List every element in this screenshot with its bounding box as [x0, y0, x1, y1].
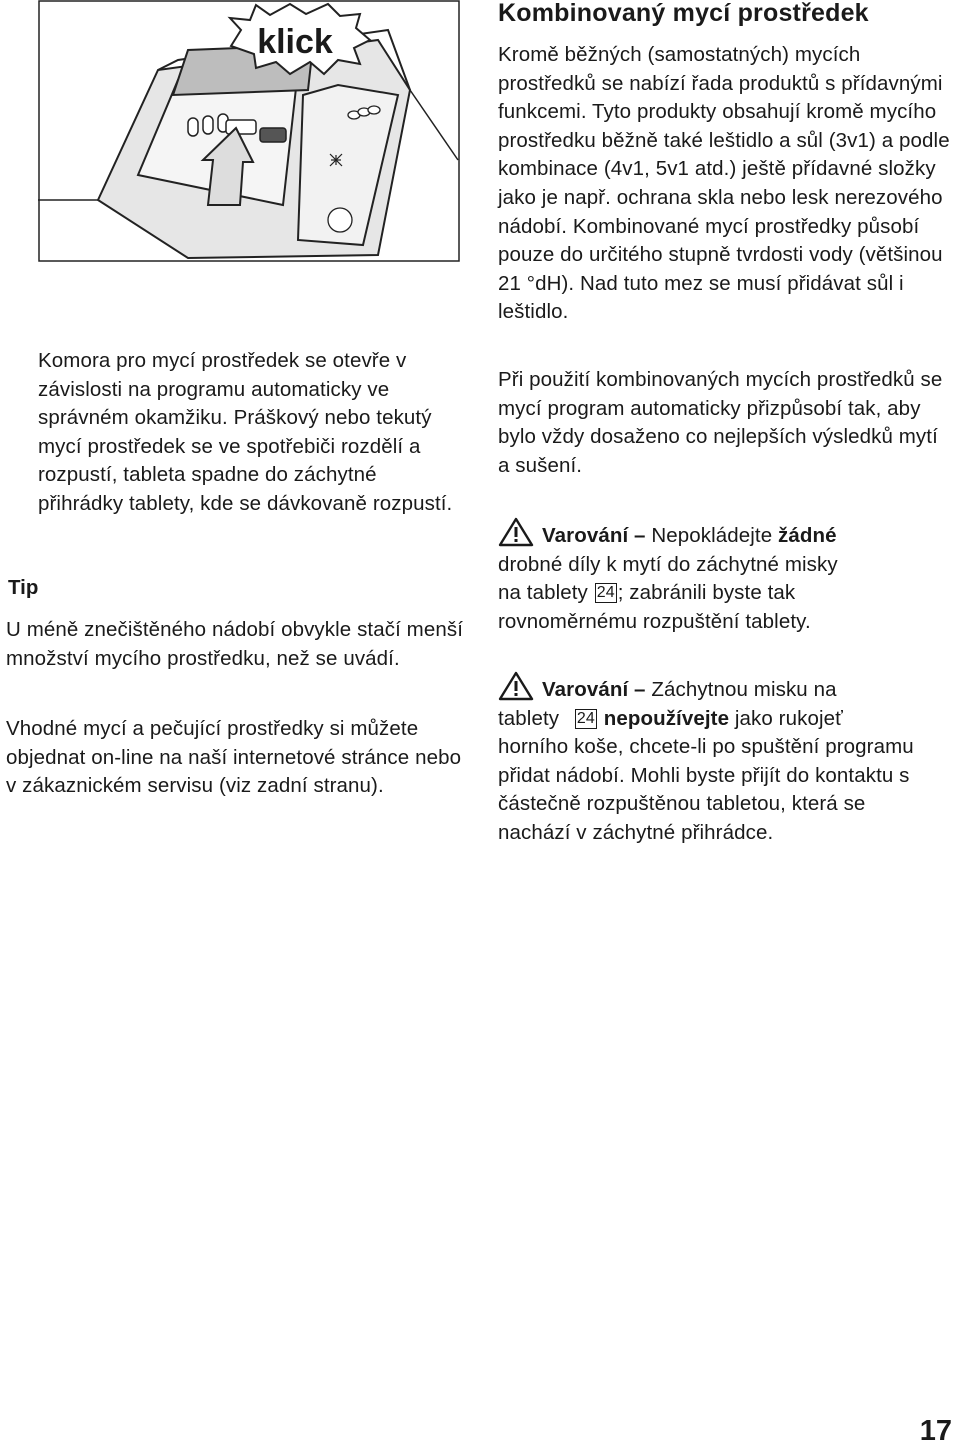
warning-text: ; zabránili byste tak [617, 581, 796, 605]
warning-text: Záchytnou misku na [651, 678, 837, 701]
warning-text: horního koše, chcete-li po spuštění programu přidat nádobí. Mohli byste přijít do kontaktu s částečně rozpuštěnou tabletou, která se nachází v záchytné přihrádce. [498, 735, 914, 844]
warning-text: drobné díly k mytí do záchytné misky [498, 552, 838, 576]
callout-text: klick [257, 23, 333, 61]
tip-label: Tip [8, 576, 39, 599]
warning-block-1 [498, 517, 953, 636]
warning-label: Varování – [542, 678, 646, 701]
warning-text: rovnoměrnému rozpuštění tablety. [498, 609, 811, 633]
warning-text: jako rukojeť [734, 706, 843, 730]
page-number: 17 [919, 1415, 952, 1447]
part-reference-box: 24 [596, 584, 615, 602]
warning-text: Nepokládejte [651, 524, 773, 547]
warning-label: Varování – [542, 524, 646, 547]
warning-triangle-icon [498, 671, 534, 701]
left-paragraph-1: Komora pro mycí prostředek se otevře v závislosti na programu automaticky ve správném okamžiku. Práškový nebo tekutý mycí prostředek se ve spotřebiči rozdělí a rozpustí, tableta spadne do záchytné přihrádky tablety, kde se dávkovaně rozpustí. [38, 349, 453, 515]
warning-block-2 [498, 671, 928, 848]
tip-text: U méně znečištěného nádobí obvykle stačí menší množství mycího prostředku, než se uvádí. [6, 618, 463, 670]
section-heading: Kombinovaný mycí prostředek [498, 0, 869, 27]
right-paragraph-2: Při použití kombinovaných mycích prostředků se mycí program automaticky přizpůsobí tak, aby bylo vždy dosaženo co nejlepších výsledků mytí a sušení. [498, 368, 943, 477]
right-paragraph-1: Kromě běžných (samostatných) mycích prostředků se nabízí řada produktů s přídavnými funkcemi. Tyto produkty obsahují kromě mycího prostředku běžně také leštidlo a sůl (3v1) a podle kombinace (4v1, 5v1 atd.) ještě přídavné složky jako je např. ochrana skla nebo lesk nerezového nádobí. Kombinované mycí prostředky působí pouze do určitého stupně tvrdosti vody (většinou 21 °dH). Nad tuto mez se musí přidávat sůl i leštidlo. [498, 43, 950, 324]
warning-text: tablety [498, 706, 560, 730]
left-paragraph-2: Vhodné mycí a pečující prostředky si můžete objednat on-line na naší internetové stránce nebo v zákaznickém servisu (viz zadní stranu). [6, 717, 462, 798]
warning-emphasis: nepoužívejte [603, 706, 730, 730]
detergent-dispenser-illustration [38, 0, 460, 262]
warning-triangle-icon [498, 517, 534, 547]
warning-emphasis: žádné [778, 524, 837, 547]
part-reference-box: 24 [576, 709, 595, 727]
warning-text: na tablety [498, 581, 588, 605]
